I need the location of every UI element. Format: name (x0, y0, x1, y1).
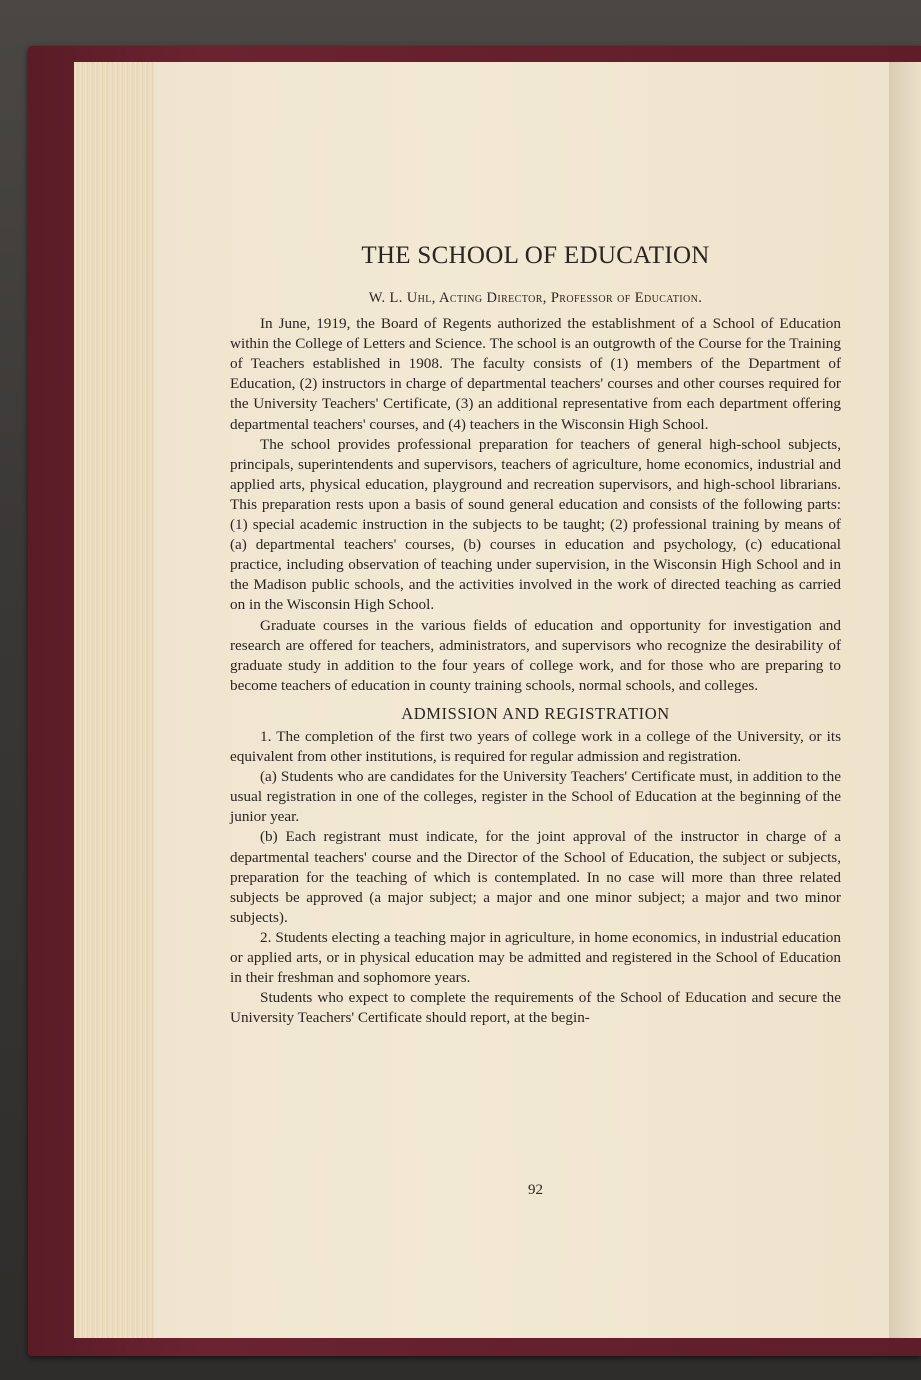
paragraph: Students who expect to complete the requirements of the School of Education and secure the University Teachers' Certificate should report, at the begin- (230, 989, 841, 1027)
paragraph: 2. Students electing a teaching major in agriculture, in home economics, in industrial education or applied arts, or in physical education may be admitted and registered in the School of Education in their freshman and sophomore years. (230, 928, 841, 987)
paragraph: (b) Each registrant must indicate, for the joint approval of the instructor in charge of a departmental teachers' course and the Director of the School of Education, the subject or subjects, preparation for the teaching of which is contemplated. In no case will more than three related subjects be approved (a major subject; a major and one minor subject; a major and two minor subjects). (230, 828, 841, 926)
page-edges (74, 62, 154, 1338)
paragraph: The school provides professional preparation for teachers of general high-school subjects, principals, superintendents and supervisors, teachers of agriculture, home economics, industrial and applied arts, physical education, playground and recreation supervisors, and high-school librarians. This preparation rests upon a basis of sound general education and consists of the following parts: (1) special academic instruction in the subjects to be taught; (2) professional training by means of (a) departmental teachers' courses, (b) courses in education and psychology, (c) educational practice, including observation of teaching under supervision, in the Wisconsin High School and in the Madison public schools, and the activities involved in the work of directed teaching as carried on in the Wisconsin High School. (230, 435, 841, 614)
author-line (230, 288, 841, 308)
author-text: W. L. Uhl, Acting Director, Professor of Education. (368, 290, 703, 306)
section-heading: ADMISSION AND REGISTRATION (401, 703, 670, 723)
page-text (230, 240, 841, 1028)
paragraph: Graduate courses in the various fields of education and opportunity for investigation and research are offered for teachers, administrators, and supervisors who recognize the desirability of graduate study in addition to the four years of college work, and for those who are preparing to become teachers of education in county training schools, normal schools, and colleges. (230, 616, 841, 694)
page-number: 92 (528, 1182, 543, 1198)
page-title: THE SCHOOL OF EDUCATION (361, 242, 710, 269)
paragraph: 1. The completion of the first two years of college work in a college of the University, or its equivalent from other institutions, is required for regular admission and registration. (230, 727, 841, 766)
facing-page-edge (889, 62, 921, 1338)
paragraph: (a) Students who are candidates for the University Teachers' Certificate must, in addition to the usual registration in one of the colleges, register in the School of Education at the beginning of the junior year. (230, 768, 841, 826)
paragraph: In June, 1919, the Board of Regents authorized the establishment of a School of Education within the College of Letters and Science. The school is an outgrowth of the Course for the Training of Teachers established in 1908. The faculty consists of (1) members of the Department of Education, (2) instructors in charge of departmental teachers' courses and other courses required for the University Teachers' Certificate, (3) an additional representative from each department offering departmental teachers' courses, and (4) teachers in the Wisconsin High School. (230, 315, 841, 433)
